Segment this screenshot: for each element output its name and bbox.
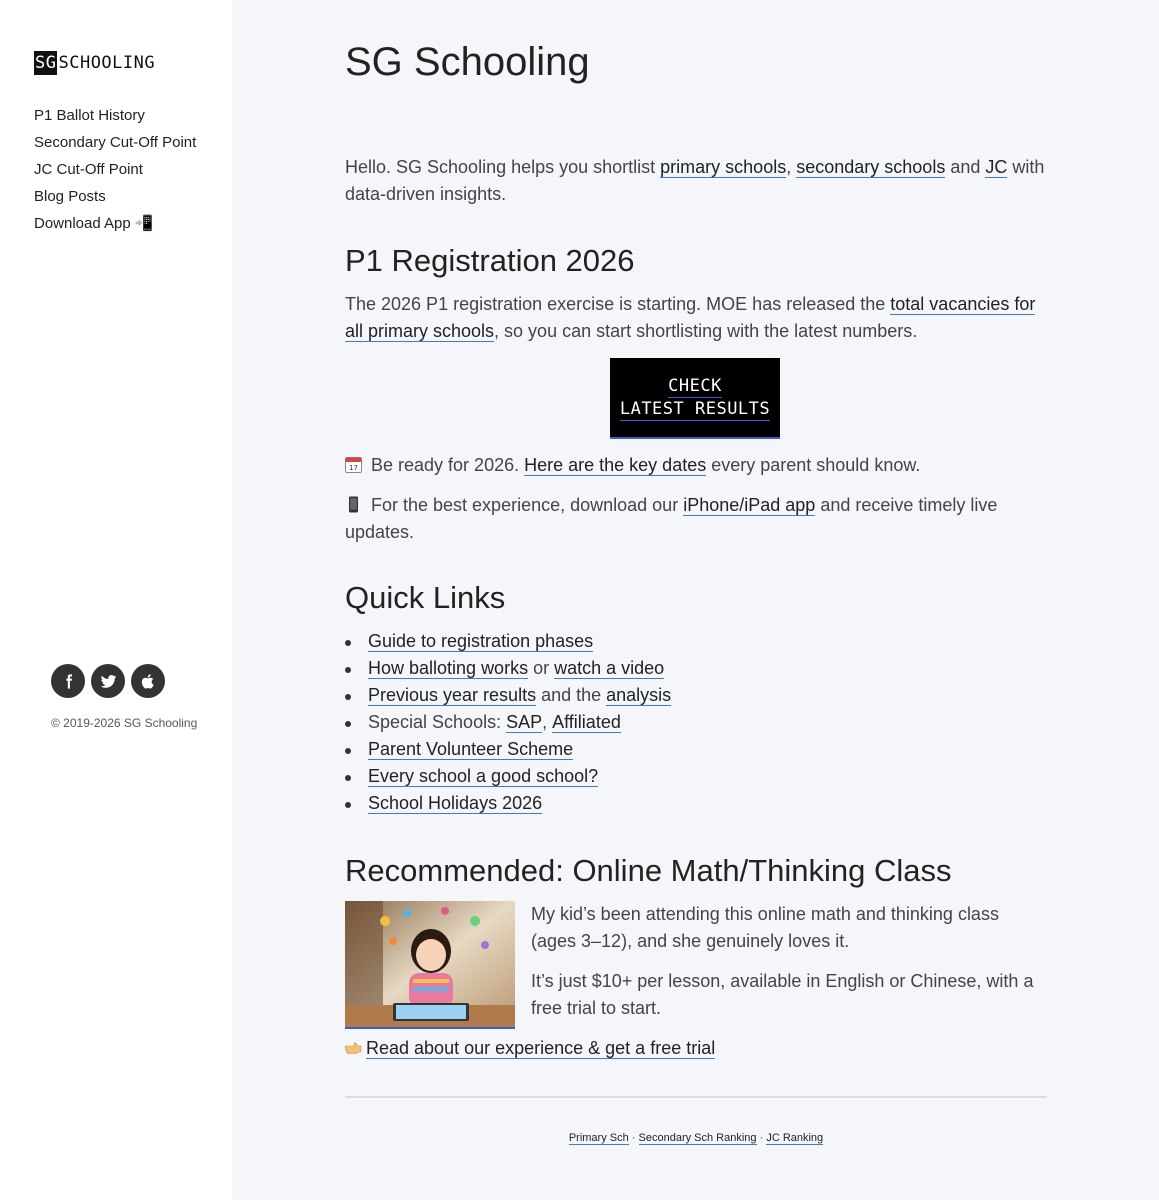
parent-volunteer-scheme-link[interactable]: Parent Volunteer Scheme [368, 739, 574, 759]
pointing-hand-icon [345, 1039, 362, 1056]
footer-jc-ranking-link[interactable]: JC Ranking [766, 1132, 824, 1144]
list-item [345, 736, 671, 763]
jc-link[interactable]: JC [985, 157, 1008, 177]
list-item [345, 763, 671, 790]
site-logo[interactable] [34, 51, 155, 75]
button-line-1: CHECK [668, 375, 722, 396]
mobile-phone-icon [345, 496, 362, 513]
guide-registration-phases-link[interactable]: Guide to registration phases [368, 631, 594, 651]
nav-item-jc-cut-off[interactable]: JC Cut-Off Point [34, 161, 143, 178]
affiliated-link[interactable]: Affiliated [552, 712, 621, 732]
recommended-paragraph-1: My kid’s been attending this online math and thinking class (ages 3–12), and she genuinely loves it. [531, 904, 999, 951]
sidebar-nav [34, 102, 204, 237]
social-links [51, 664, 165, 698]
divider [345, 1096, 1047, 1098]
quick-links-list [345, 628, 671, 817]
secondary-schools-link[interactable]: secondary schools [796, 157, 946, 177]
intro-text: , [786, 157, 797, 177]
key-dates-text: every parent should know. [706, 455, 921, 475]
intro-text: and [945, 157, 986, 177]
key-dates-paragraph [345, 452, 1047, 479]
sap-link[interactable]: SAP [506, 712, 543, 732]
list-item [345, 790, 671, 817]
list-text: Special Schools: [368, 712, 507, 732]
recommended-paragraph-2: It’s just $10+ per lesson, available in English or Chinese, with a free trial to start. [531, 971, 1034, 1018]
svg-text:17: 17 [349, 464, 358, 472]
previous-year-results-link[interactable]: Previous year results [368, 685, 537, 705]
p1-text: , so you can start shortlisting with the latest numbers. [494, 321, 918, 341]
copyright-text: © 2019-2026 SG Schooling [51, 716, 198, 730]
footer-separator: · [756, 1132, 767, 1144]
key-dates-text: Be ready for 2026. [366, 455, 525, 475]
p1-text: The 2026 P1 registration exercise is starting. MOE has released the [345, 294, 891, 314]
apple-icon[interactable] [131, 664, 165, 698]
check-latest-results-button[interactable] [610, 358, 780, 439]
key-dates-link[interactable]: Here are the key dates [524, 455, 707, 475]
list-text: and the [536, 685, 607, 705]
nav-item-download-app[interactable]: Download App 📲 [34, 215, 154, 232]
intro-text: Hello. SG Schooling helps you shortlist [345, 157, 661, 177]
button-line-2: LATEST RESULTS [619, 398, 771, 419]
total-vacancies-link[interactable]: total vacancies for all primary schools [345, 294, 1036, 341]
quick-links-heading: Quick Links [345, 580, 506, 615]
list-item [345, 655, 671, 682]
list-item [345, 628, 671, 655]
footer-secondary-ranking-link[interactable]: Secondary Sch Ranking [638, 1132, 757, 1144]
footer-links [345, 1132, 1047, 1144]
how-balloting-works-link[interactable]: How balloting works [368, 658, 529, 678]
every-school-good-school-link[interactable]: Every school a good school? [368, 766, 599, 786]
nav-item-p1-ballot-history[interactable]: P1 Ballot History [34, 107, 145, 124]
p1-registration-heading: P1 Registration 2026 [345, 243, 635, 278]
app-text: and receive timely live updates. [345, 495, 998, 542]
app-text: For the best experience, download our [366, 495, 684, 515]
app-paragraph [345, 492, 1047, 546]
free-trial-paragraph [345, 1035, 1047, 1062]
recommended-heading: Recommended: Online Math/Thinking Class [345, 853, 952, 888]
analysis-link[interactable]: analysis [606, 685, 672, 705]
watch-video-link[interactable]: watch a video [554, 658, 665, 678]
logo-text: SCHOOLING [58, 53, 156, 73]
list-item [345, 682, 671, 709]
nav-item-blog-posts[interactable]: Blog Posts [34, 188, 106, 205]
intro-paragraph [345, 154, 1047, 208]
intro-text: with data-driven insights. [345, 157, 1045, 204]
kid-learning-image[interactable] [345, 901, 515, 1029]
calendar-icon [345, 456, 362, 473]
facebook-icon[interactable] [51, 664, 85, 698]
nav-item-secondary-cut-off[interactable]: Secondary Cut-Off Point [34, 134, 197, 151]
twitter-icon[interactable] [91, 664, 125, 698]
sidebar [0, 0, 232, 1200]
list-text: , [542, 712, 553, 732]
page-title: SG Schooling [345, 40, 590, 84]
list-item [345, 709, 671, 736]
free-trial-link[interactable]: Read about our experience & get a free trial [366, 1038, 716, 1058]
primary-schools-link[interactable]: primary schools [660, 157, 787, 177]
school-holidays-link[interactable]: School Holidays 2026 [368, 793, 543, 813]
list-text: or [528, 658, 555, 678]
p1-paragraph [345, 291, 1047, 345]
footer-primary-sch-link[interactable]: Primary Sch [568, 1132, 629, 1144]
logo-box: SG [35, 53, 57, 73]
footer-separator: · [628, 1132, 639, 1144]
iphone-ipad-app-link[interactable]: iPhone/iPad app [683, 495, 816, 515]
